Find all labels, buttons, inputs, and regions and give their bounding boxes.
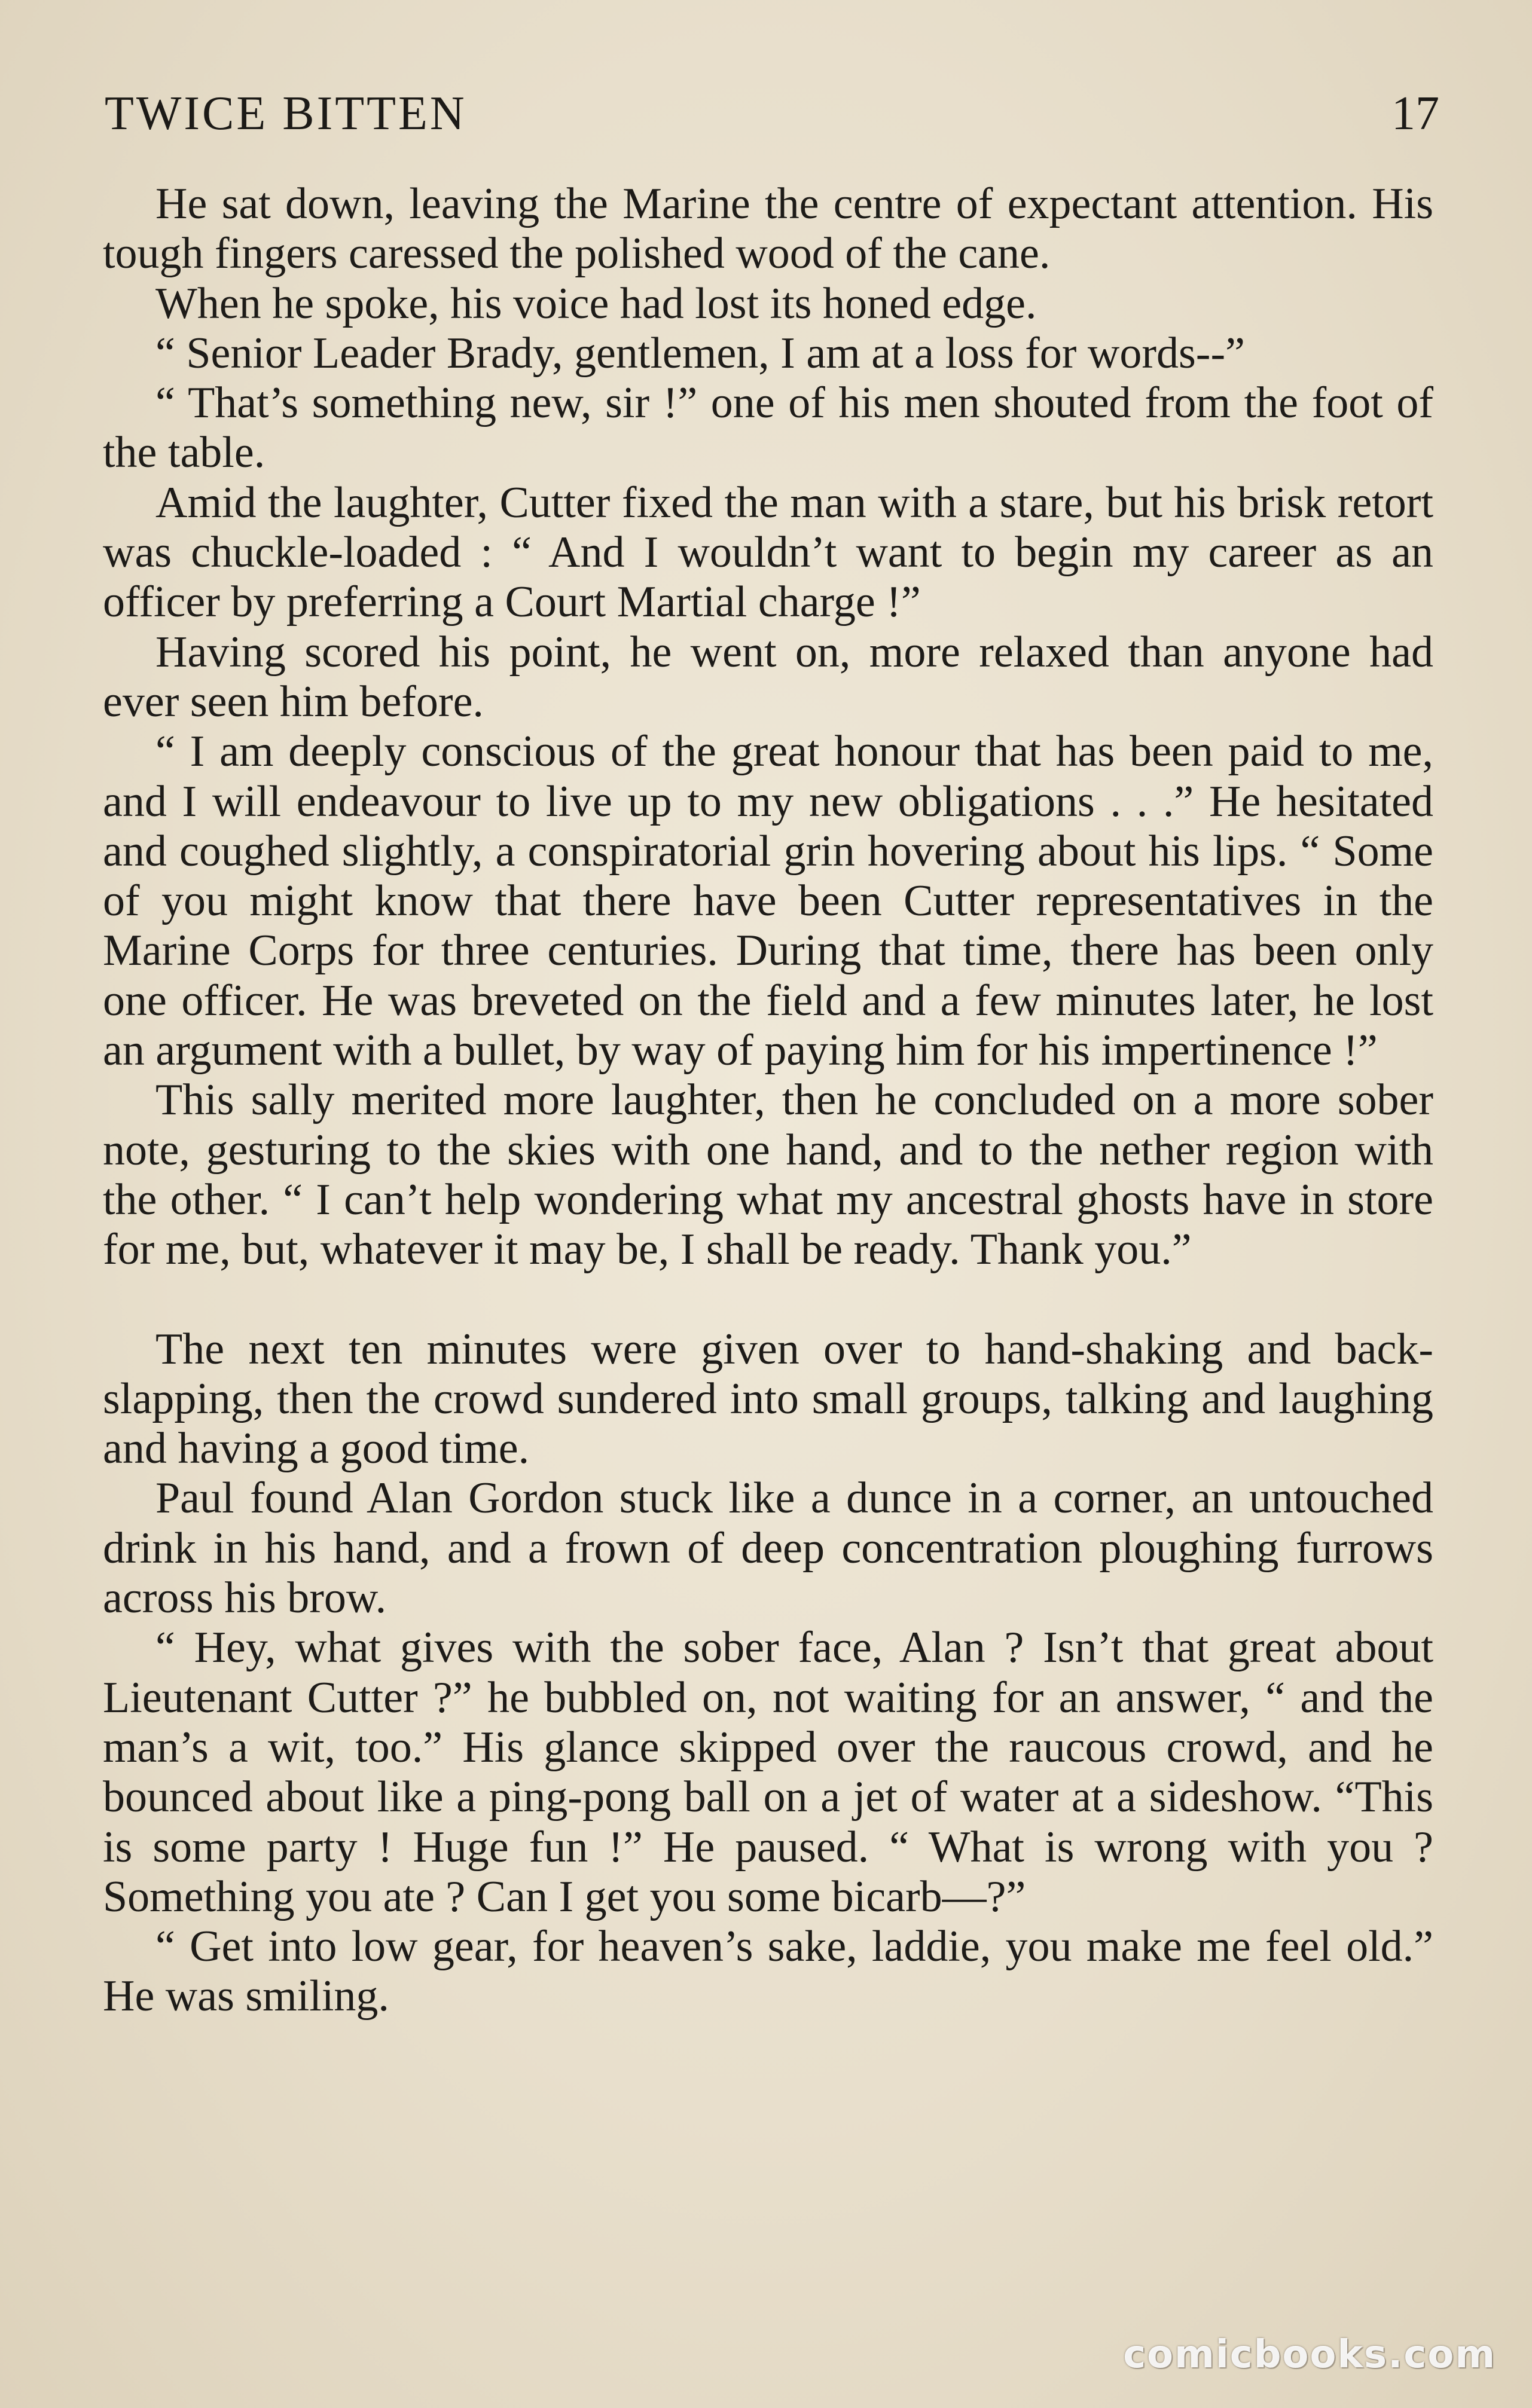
page-header [105, 81, 1439, 146]
paragraph: “ Hey, what gives with the sober face, Alan ? Isn’t that great about Lieutenant Cutter ?” he bubbled on, not waiting for an answer, “ and the man’s a wit, too.” His glance skipped over the raucous crowd, and he bounced about like a ping-pong ball on a jet of water at a sideshow. “This is some party ! Huge fun !” He paused. “ What is wrong with you ? Something you ate ? Can I get you some bicarb—?” [103, 1623, 1433, 1921]
paragraph: “ Senior Leader Brady, gentlemen, I am at a loss for words--” [155, 328, 1245, 378]
paragraph: “ Get into low gear, for heaven’s sake, laddie, you make me feel old.” He was smiling. [103, 1922, 1433, 2021]
paragraph: This sally merited more laughter, then he concluded on a more sober note, gesturing to the skies with one hand, and to the nether region with the other. “ I can’t help wondering what my ancestral ghosts have in store for me, but, whatever it may be, I shall be ready. Thank you.” [103, 1075, 1433, 1275]
paragraph: The next ten minutes were given over to hand-shaking and back-slapping, then the crowd sundered into small groups, talking and laughing and having a good time. [103, 1324, 1433, 1474]
paragraph: He sat down, leaving the Marine the centre of expectant attention. His tough fingers caressed the polished wood of the cane. [103, 179, 1433, 279]
page-number: 17 [1391, 87, 1439, 140]
paragraph: Having scored his point, he went on, more relaxed than anyone had ever seen him before. [103, 627, 1433, 726]
paragraph: Amid the laughter, Cutter fixed the man with a stare, but his brisk retort was chuckle-loaded : “ And I wouldn’t want to begin my career as an officer by preferring a Court Martial charge !” [103, 478, 1433, 627]
paragraph: “ I am deeply conscious of the great honour that has been paid to me, and I will endeavour to live up to my new obligations . . .” He hesitated and coughed slightly, a conspiratorial grin hovering about his lips. “ Some of you might know that there have been Cutter representatives in the Marine Corps for three centuries. During that time, there has been only one officer. He was breveted on the field and a few minutes later, he lost an argument with a bullet, by way of paying him for his impertinence !” [103, 727, 1433, 1075]
paragraph: When he spoke, his voice had lost its honed edge. [155, 279, 1037, 328]
watermark-logo: comicbooks.com [1123, 2333, 1496, 2377]
paragraph: Paul found Alan Gordon stuck like a dunce in a corner, an untouched drink in his hand, and a frown of deep concentration ploughing furrows across his brow. [103, 1474, 1433, 1623]
body-text [103, 179, 1433, 2022]
running-head: TWICE BITTEN [105, 87, 467, 140]
paragraph: “ That’s something new, sir !” one of his men shouted from the foot of the table. [103, 378, 1433, 478]
section-break [103, 1275, 1433, 1325]
